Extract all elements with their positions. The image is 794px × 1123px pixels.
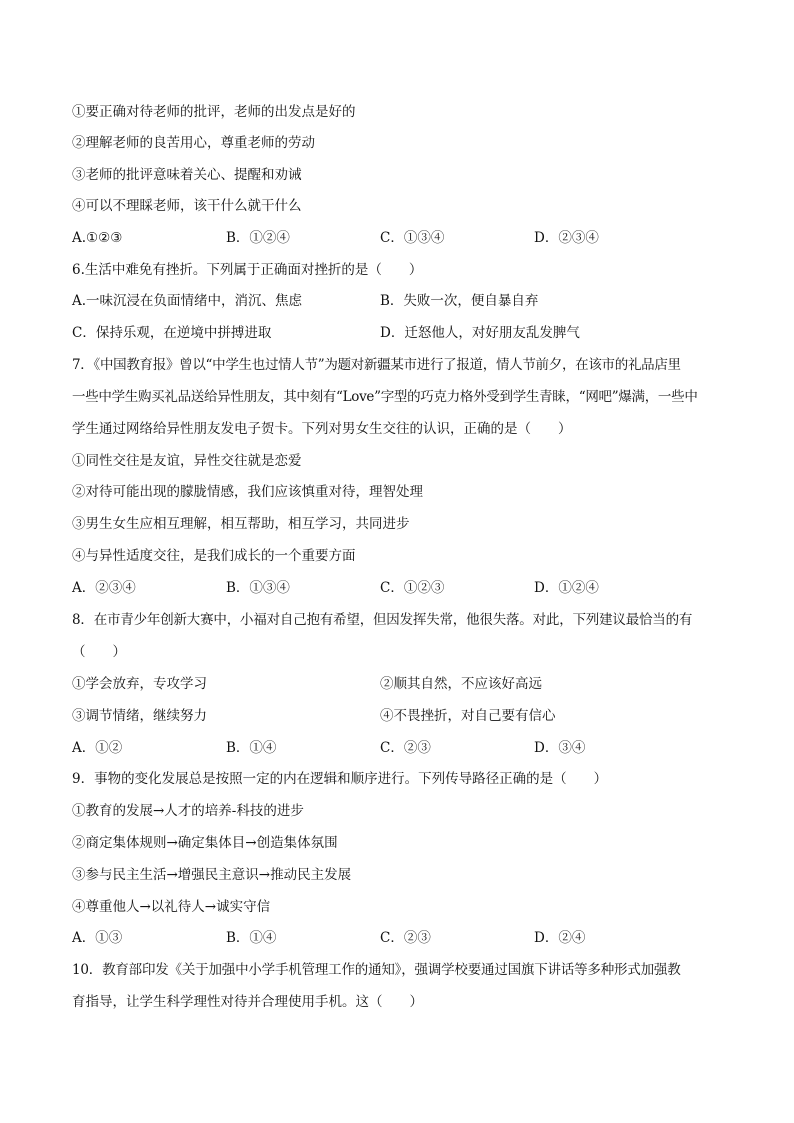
q9-statement-2: ②商定集体规则→确定集体目→创造集体氛围 (72, 835, 338, 851)
q7-stem-line-2: 一些中学生购买礼品送给异性朋友，其中刻有“Love”字型的巧克力格外受到学生青睐，“网吧”爆满，一些中 (72, 389, 698, 405)
q9-statement-1: ①教育的发展→人才的培养-科技的进步 (72, 803, 304, 819)
q7-option-d: D．①②④ (534, 580, 599, 596)
q7-statement-3: ③男生女生应相互理解，相互帮助，相互学习，共同进步 (72, 516, 410, 532)
q8-stem-line-2: （ ） (72, 644, 126, 660)
q9-stem: 9．事物的变化发展总是按照一定的内在逻辑和顺序进行。下列传导路径正确的是（ ） (72, 771, 608, 787)
q5-option-d: D．②③④ (534, 230, 599, 246)
q7-statement-1: ①同性交往是友谊，异性交往就是恋爱 (72, 453, 302, 469)
q8-option-a: A．①② (72, 740, 123, 756)
q7-option-a: A．②③④ (72, 580, 136, 596)
q7-option-c: C．①②③ (380, 580, 445, 596)
q6-option-c: C．保持乐观，在逆境中拼搏进取 (72, 325, 272, 341)
q10-stem-line-1: 10．教育部印发《关于加强中小学手机管理工作的通知》，强调学校要通过国旗下讲话等多种形式加强教 (72, 962, 681, 978)
q5-option-c: C．①③④ (380, 230, 445, 246)
q5-statement-2: ②理解老师的良苦用心，尊重老师的劳动 (72, 135, 315, 151)
q8-option-d: D．③④ (534, 740, 586, 756)
q8-stem-line-1: 8．在市青少年创新大赛中，小福对自己抱有希望，但因发挥失常，他很失落。对此，下列建议最恰当的有 (72, 612, 693, 628)
q8-statement-3: ③调节情绪，继续努力 (72, 708, 207, 724)
q8-statement-2: ②顺其自然，不应该好高远 (380, 676, 542, 692)
q8-option-b: B．①④ (226, 740, 277, 756)
q5-statement-1: ①要正确对待老师的批评，老师的出发点是好的 (72, 104, 356, 120)
q6-option-b: B．失败一次，便自暴自弃 (380, 293, 539, 309)
q7-statement-2: ②对待可能出现的朦胧情感，我们应该慎重对待，理智处理 (72, 484, 423, 500)
q6-stem: 6.生活中难免有挫折。下列属于正确面对挫折的是（ ） (72, 262, 423, 278)
q7-stem-line-3: 学生通过网络给异性朋友发电子贺卡。下列对男女生交往的认识，正确的是（ ） (72, 421, 572, 437)
q8-statement-4: ④不畏挫折，对自己要有信心 (380, 708, 556, 724)
q10-stem-line-2: 育指导，让学生科学理性对待并合理使用手机。这（ ） (72, 994, 423, 1010)
q5-option-a: A.①②③ (72, 230, 123, 246)
q8-option-c: C．②③ (380, 740, 431, 756)
q9-option-c: C．②③ (380, 930, 431, 946)
q5-option-b: B．①②④ (226, 230, 290, 246)
q7-stem-line-1: 7．《中国教育报》曾以“中学生也过情人节”为题对新疆某市进行了报道，情人节前夕，在该市的礼品店里 (72, 357, 681, 373)
q9-option-d: D．②④ (534, 930, 586, 946)
q5-statement-4: ④可以不理睬老师，该干什么就干什么 (72, 198, 302, 214)
q6-option-a: A.一味沉浸在负面情绪中，消沉、焦虑 (72, 293, 303, 309)
q9-option-b: B．①④ (226, 930, 277, 946)
q5-statement-3: ③老师的批评意味着关心、提醒和劝诫 (72, 167, 302, 183)
q8-statement-1: ①学会放弃，专攻学习 (72, 676, 207, 692)
q7-option-b: B．①③④ (226, 580, 290, 596)
q9-statement-3: ③参与民主生活→增强民主意识→推动民主发展 (72, 867, 352, 883)
q7-statement-4: ④与异性适度交往，是我们成长的一个重要方面 (72, 548, 356, 564)
q9-statement-4: ④尊重他人→以礼待人→诚实守信 (72, 899, 271, 915)
q9-option-a: A．①③ (72, 930, 123, 946)
q6-option-d: D．迁怒他人，对好朋友乱发脾气 (380, 325, 580, 341)
